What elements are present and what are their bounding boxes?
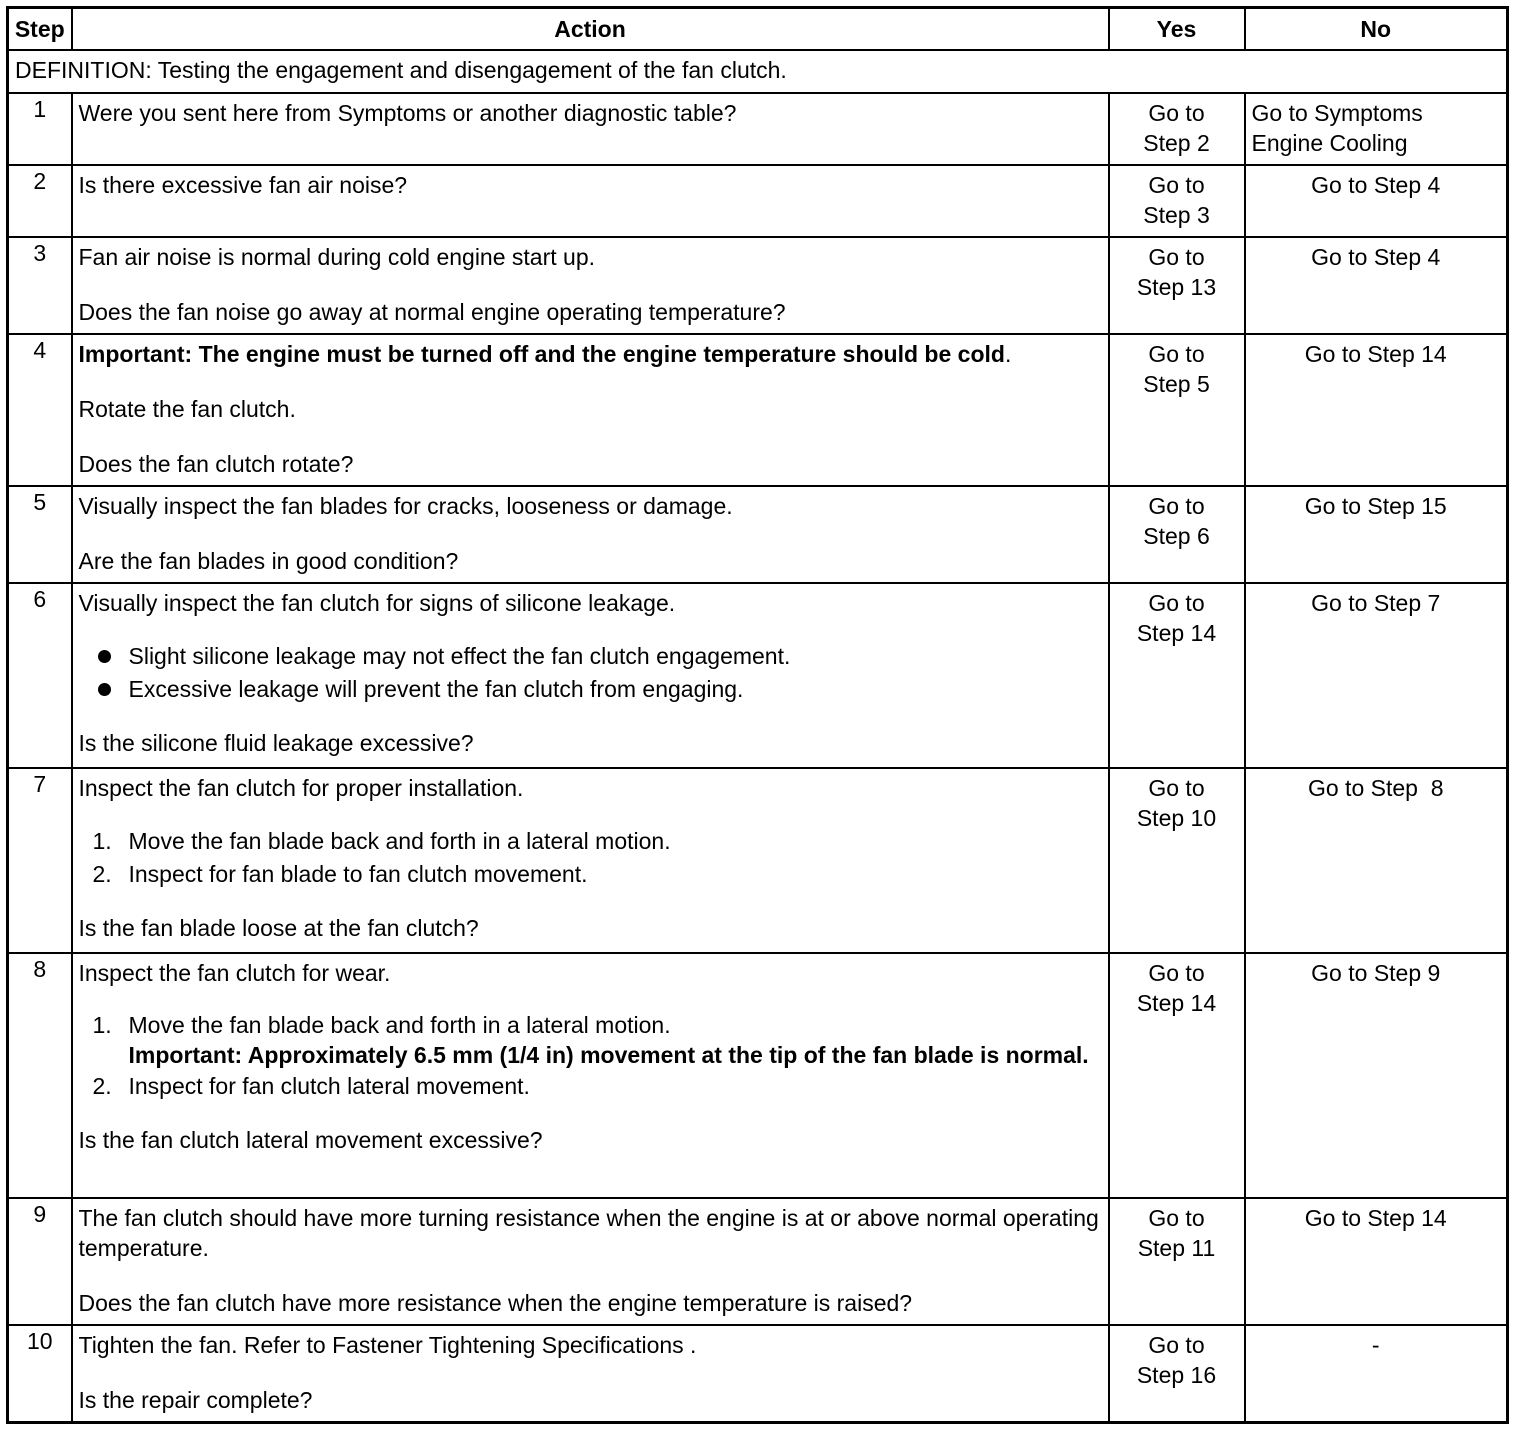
- action-text: Fan air noise is normal during cold engine start up.: [78, 244, 596, 270]
- list-item: Slight silicone leakage may not effect the fan clutch engagement.: [95, 640, 1102, 673]
- action-cell: [72, 334, 1109, 486]
- no-cell: [1245, 768, 1508, 953]
- action-text: Rotate the fan clutch.: [78, 396, 296, 422]
- diagnostic-table: [6, 6, 1509, 1424]
- header-row: [8, 8, 1508, 51]
- table-row: [8, 93, 1508, 165]
- action-question: Does the fan clutch have more resistance when the engine temperature is raised?: [78, 1290, 913, 1316]
- no-cell: [1245, 165, 1508, 237]
- action-text: Visually inspect the fan blades for cracks, looseness or damage.: [78, 493, 733, 519]
- yes-line: Go to: [1148, 172, 1205, 198]
- no-line: -: [1371, 1332, 1380, 1358]
- yes-line: Step 11: [1137, 1235, 1216, 1261]
- list-item: Excessive leakage will prevent the fan clutch from engaging.: [95, 673, 1102, 706]
- table-row: [8, 1325, 1508, 1422]
- yes-cell: [1109, 237, 1245, 334]
- no-cell: [1245, 953, 1508, 1198]
- action-text: Inspect the fan clutch for wear.: [78, 960, 391, 986]
- no-line: Go to Step 14: [1304, 341, 1447, 367]
- action-question: Is the fan blade loose at the fan clutch?: [78, 915, 479, 941]
- step-number: 1: [8, 93, 72, 165]
- bullet-icon: [98, 683, 111, 696]
- step-number: 9: [8, 1198, 72, 1325]
- action-text: The fan clutch should have more turning resistance when the engine is at or above normal operating temperature.: [78, 1205, 1099, 1261]
- action-cell: [72, 583, 1109, 768]
- yes-cell: [1109, 486, 1245, 583]
- list-item: 1. Move the fan blade back and forth in a lateral motion.: [92, 828, 671, 854]
- no-line: Go to Step 8: [1307, 775, 1444, 801]
- yes-line: Go to: [1148, 590, 1205, 616]
- step-number: 10: [8, 1325, 72, 1422]
- yes-line: Step 10: [1136, 805, 1217, 831]
- yes-line: Go to: [1148, 1332, 1205, 1358]
- yes-line: Go to: [1148, 1205, 1205, 1231]
- definition-row: [8, 50, 1508, 93]
- header-action: Action: [72, 8, 1109, 51]
- no-line: Engine Cooling: [1251, 130, 1408, 156]
- no-line: Go to Step 7: [1311, 590, 1441, 616]
- yes-line: Step 5: [1143, 371, 1210, 397]
- header-yes: Yes: [1109, 8, 1245, 51]
- yes-line: Step 14: [1136, 990, 1217, 1016]
- no-line: Go to Step 4: [1311, 244, 1441, 270]
- action-question: Is the fan clutch lateral movement excessive?: [78, 1127, 543, 1153]
- action-cell: [72, 93, 1109, 165]
- action-cell: [72, 1198, 1109, 1325]
- yes-cell: [1109, 768, 1245, 953]
- step-number: 3: [8, 237, 72, 334]
- list-item: 1. Move the fan blade back and forth in a lateral motion. Important: Approximately 6.5 mm (1/4 in) movement at the tip of the fan blade is normal.: [93, 1010, 1102, 1070]
- no-cell: [1245, 1325, 1508, 1422]
- no-cell: [1245, 93, 1508, 165]
- table-row: [8, 165, 1508, 237]
- numbered-list: [79, 1010, 1102, 1103]
- action-text: Is there excessive fan air noise?: [78, 172, 408, 198]
- no-line: Go to Step 14: [1304, 1205, 1447, 1231]
- action-cell: [72, 237, 1109, 334]
- no-cell: [1245, 486, 1508, 583]
- step-number: 5: [8, 486, 72, 583]
- table-row: [8, 768, 1508, 953]
- step-number: 2: [8, 165, 72, 237]
- action-question: Does the fan noise go away at normal engine operating temperature?: [78, 299, 786, 325]
- action-text: Tighten the fan. Refer to Fastener Tightening Specifications .: [78, 1332, 697, 1358]
- action-cell: [72, 165, 1109, 237]
- table-row: [8, 486, 1508, 583]
- step-number: 4: [8, 334, 72, 486]
- yes-cell: [1109, 583, 1245, 768]
- header-step: Step: [8, 8, 72, 51]
- yes-line: Step 2: [1143, 130, 1210, 156]
- yes-line: Go to: [1148, 244, 1205, 270]
- table-row: [8, 583, 1508, 768]
- yes-line: Go to: [1148, 100, 1205, 126]
- numbered-list: [79, 825, 1102, 891]
- no-line: Go to Step 15: [1304, 493, 1447, 519]
- no-cell: [1245, 334, 1508, 486]
- action-text: Were you sent here from Symptoms or another diagnostic table?: [78, 100, 737, 126]
- yes-line: Step 14: [1136, 620, 1217, 646]
- action-cell: [72, 768, 1109, 953]
- step-number: 8: [8, 953, 72, 1198]
- action-cell: [72, 1325, 1109, 1422]
- yes-cell: [1109, 165, 1245, 237]
- action-question: Is the silicone fluid leakage excessive?: [78, 730, 474, 756]
- yes-cell: [1109, 93, 1245, 165]
- step-number: 7: [8, 768, 72, 953]
- header-no: No: [1245, 8, 1508, 51]
- yes-cell: [1109, 1198, 1245, 1325]
- important-note: Important: Approximately 6.5 mm (1/4 in) movement at the tip of the fan blade is normal.: [128, 1042, 1089, 1068]
- yes-line: Go to: [1148, 341, 1205, 367]
- action-cell: [72, 953, 1109, 1198]
- table-row: [8, 953, 1508, 1198]
- yes-line: Step 6: [1143, 523, 1210, 549]
- table-row: [8, 237, 1508, 334]
- action-cell: [72, 486, 1109, 583]
- bullet-icon: [98, 650, 111, 663]
- bullet-list: [79, 640, 1102, 706]
- yes-line: Go to: [1148, 493, 1205, 519]
- step-number: 6: [8, 583, 72, 768]
- no-cell: [1245, 237, 1508, 334]
- yes-line: Go to: [1148, 775, 1205, 801]
- yes-line: Step 16: [1136, 1362, 1217, 1388]
- list-item: 2. Inspect for fan clutch lateral movement.: [92, 1073, 530, 1099]
- table-row: [8, 334, 1508, 486]
- yes-cell: [1109, 953, 1245, 1198]
- yes-cell: [1109, 1325, 1245, 1422]
- table-row: [8, 1198, 1508, 1325]
- important-note: Important: The engine must be turned off and the engine temperature should be cold.: [78, 341, 1012, 367]
- yes-line: Step 13: [1136, 274, 1217, 300]
- action-question: Does the fan clutch rotate?: [78, 451, 354, 477]
- action-question: Is the repair complete?: [78, 1387, 313, 1413]
- definition-text: DEFINITION: Testing the engagement and disengagement of the fan clutch.: [8, 50, 1508, 93]
- yes-line: Step 3: [1143, 202, 1210, 228]
- action-text: Inspect the fan clutch for proper installation.: [78, 775, 524, 801]
- no-line: Go to Step 4: [1311, 172, 1441, 198]
- no-line: Go to Step 9: [1311, 960, 1441, 986]
- action-question: Are the fan blades in good condition?: [78, 548, 459, 574]
- yes-cell: [1109, 334, 1245, 486]
- list-item: 2. Inspect for fan blade to fan clutch movement.: [92, 861, 588, 887]
- diagnostic-page: [6, 6, 1506, 1423]
- yes-line: Go to: [1148, 960, 1205, 986]
- no-cell: [1245, 583, 1508, 768]
- no-line: Go to Symptoms: [1251, 100, 1423, 126]
- no-cell: [1245, 1198, 1508, 1325]
- action-text: Visually inspect the fan clutch for signs of silicone leakage.: [78, 590, 676, 616]
